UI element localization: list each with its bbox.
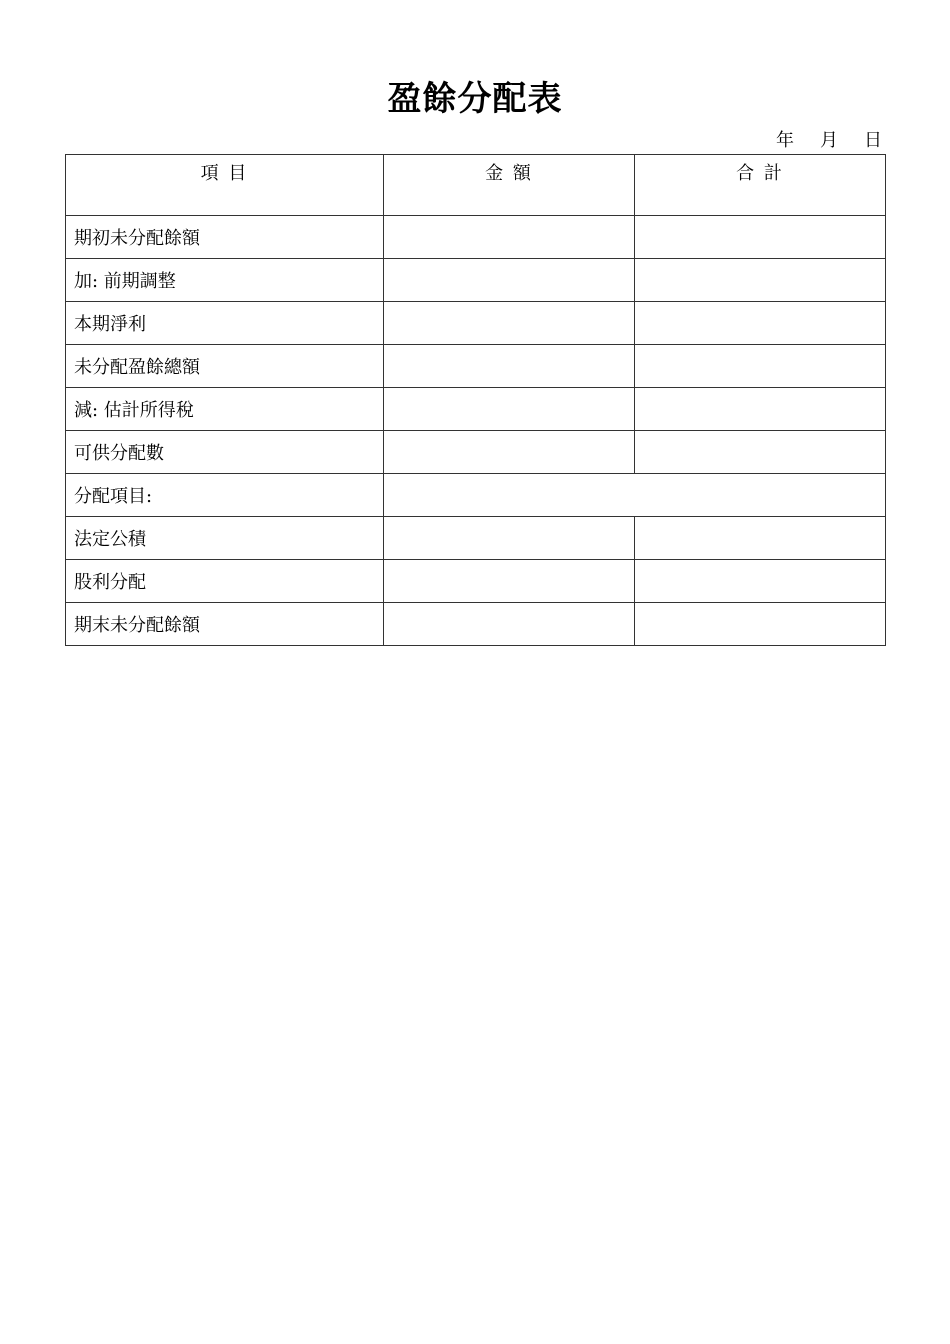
row-label: 減: 估計所得稅 [66, 388, 384, 431]
total-cell[interactable] [635, 560, 886, 603]
table-row-section [66, 474, 886, 517]
date-line [776, 129, 882, 153]
date-day-label: 日 [864, 130, 882, 151]
amount-cell[interactable] [384, 517, 635, 560]
row-label: 期初未分配餘額 [66, 216, 384, 259]
row-label: 加: 前期調整 [66, 259, 384, 302]
total-cell[interactable] [635, 345, 886, 388]
column-header-total: 合 計 [635, 155, 886, 216]
total-cell[interactable] [635, 216, 886, 259]
row-label: 期末未分配餘額 [66, 603, 384, 646]
date-year-label: 年 [776, 130, 794, 151]
column-header-amount: 金 額 [384, 155, 635, 216]
merged-cell[interactable] [384, 474, 886, 517]
amount-cell[interactable] [384, 388, 635, 431]
amount-cell[interactable] [384, 302, 635, 345]
total-cell[interactable] [635, 259, 886, 302]
row-label: 可供分配數 [66, 431, 384, 474]
table-row [66, 302, 886, 345]
amount-cell[interactable] [384, 560, 635, 603]
row-label: 股利分配 [66, 560, 384, 603]
row-label: 未分配盈餘總額 [66, 345, 384, 388]
row-label: 分配項目: [66, 474, 384, 517]
column-header-item: 項 目 [66, 155, 384, 216]
table-header-row [66, 155, 886, 216]
table-row [66, 603, 886, 646]
table-row [66, 431, 886, 474]
earnings-distribution-table [65, 154, 886, 646]
amount-cell[interactable] [384, 431, 635, 474]
row-label: 本期淨利 [66, 302, 384, 345]
total-cell[interactable] [635, 388, 886, 431]
total-cell[interactable] [635, 431, 886, 474]
total-cell[interactable] [635, 517, 886, 560]
table-row [66, 259, 886, 302]
amount-cell[interactable] [384, 345, 635, 388]
table-row [66, 388, 886, 431]
table-row [66, 517, 886, 560]
amount-cell[interactable] [384, 603, 635, 646]
table-row [66, 345, 886, 388]
table-row [66, 560, 886, 603]
total-cell[interactable] [635, 302, 886, 345]
total-cell[interactable] [635, 603, 886, 646]
table-row [66, 216, 886, 259]
page-title: 盈餘分配表 [387, 79, 563, 119]
row-label: 法定公積 [66, 517, 384, 560]
date-month-label: 月 [820, 130, 838, 151]
amount-cell[interactable] [384, 216, 635, 259]
amount-cell[interactable] [384, 259, 635, 302]
